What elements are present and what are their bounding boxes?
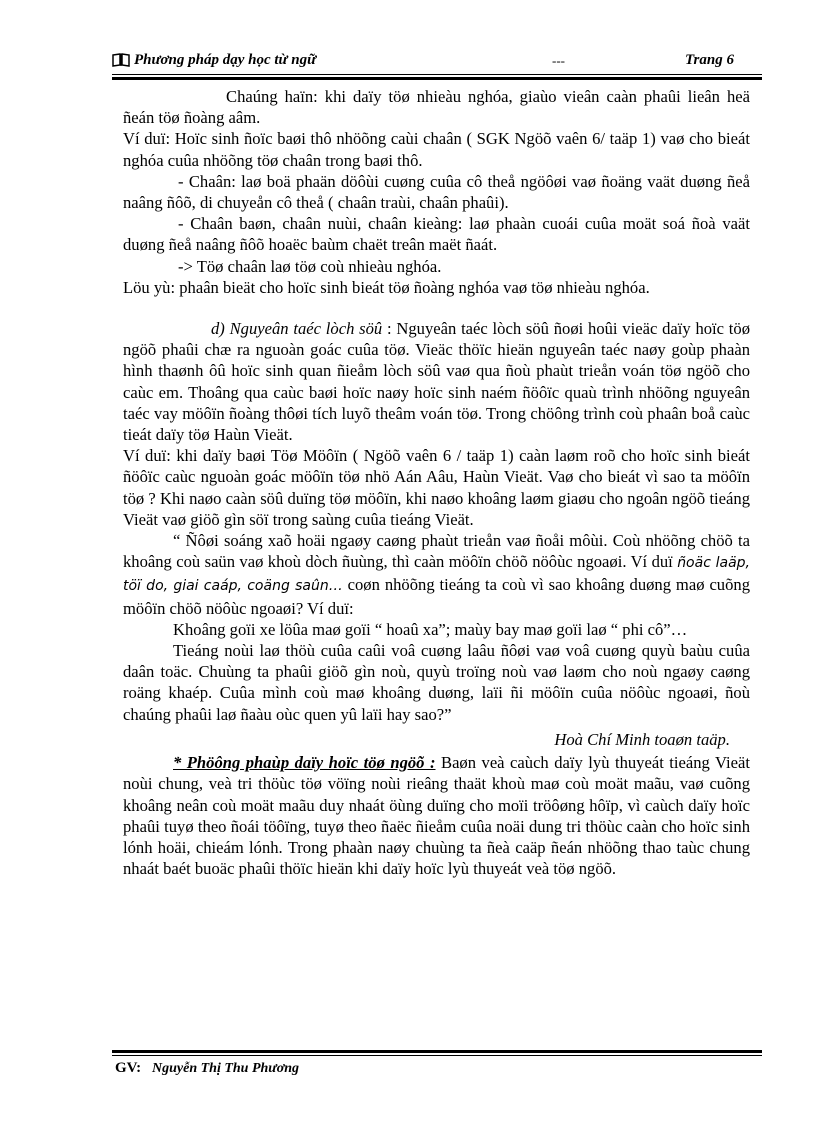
header-rule-thick bbox=[112, 77, 762, 80]
section-heading: * Phöông phaùp daïy hoïc töø ngöõ : bbox=[173, 753, 436, 773]
header-page-number: Trang 6 bbox=[684, 52, 734, 68]
page-header bbox=[112, 48, 762, 74]
paragraph: - Chaân baøn, chaân nuùi, chaân kieàng: laø phaàn cuoái cuûa moät soá ñoà vaät duøng ñeå naâng ñôõ hoaëc baùm chaët treân maët ñaát. bbox=[123, 214, 750, 255]
section-heading: d) Nguyeân taéc lòch söû bbox=[211, 319, 383, 339]
paragraph: - Chaân: laø boä phaän döôùi cuøng cuûa cô theå ngöôøi vaø ñoäng vaät duøng ñeå naâng ñôõ, di chuyeån cô theå ( chaân traùi, chaân phaûi). bbox=[123, 171, 750, 213]
open-book-icon bbox=[112, 53, 130, 67]
paragraph: Ví duï: Hoïc sinh ñoïc baøi thô nhöõng caùi chaân ( SGK Ngöõ vaên 6/ taäp 1) vaø cho bieát nghóa cuûa nhöõng töø chaân trong baøi thô. bbox=[123, 129, 750, 170]
paragraph: Tieáng noùi laø thöù cuûa caûi voâ cuøng laâu ñôøi vaø voâ cuøng quyù baùu cuûa daân toäc. Chuùng ta phaûi giöõ gìn noù, quyù troïng noù vaø laøm cho noù ngaøy caøng roäng khaép. Cuûa mình coù maø khoâng duøng, laïi ñi möôïn cuûa nöôùc ngoaøi, ñoù chaúng phaûi laø ñaàu oùc quen yû laïi hay sao?” bbox=[123, 641, 750, 724]
paragraph: Khoâng goïi xe löûa maø goïi “ hoaû xa”; maùy bay maø goïi laø “ phi cô”… bbox=[173, 619, 688, 639]
header-title: Phương pháp dạy học từ ngữ bbox=[134, 52, 317, 68]
paragraph: “ Ñôøi soáng xaõ hoäi ngaøy caøng phaùt trieån vaø ñoåi môùi. Coù nhöõng chöõ ta khoâng coù saün vaø khoù dòch ñuùng, thì caàn möôïn chöõ nöôùc ngoaøi. Ví duï ñoäc laäp, töï do, giai caáp, coäng saûn… coøn nhöõng tieáng ta coù vì sao khoâng duøng maø cuõng möôïn chöõ nöôùc ngoaøi? Ví duï: bbox=[123, 531, 750, 618]
document-body bbox=[123, 86, 750, 879]
paragraph: -> Töø chaân laø töø coù nhieàu nghóa. bbox=[178, 256, 442, 276]
footer-rule-thick bbox=[112, 1050, 762, 1053]
quote-signature: Hoà Chí Minh toaøn taäp. bbox=[554, 729, 730, 749]
paragraph: Löu yù: phaân bieät cho hoïc sinh bieát töø ñoàng nghóa vaø töø nhieàu nghóa. bbox=[123, 277, 650, 297]
footer-label: GV: bbox=[115, 1060, 142, 1076]
paragraph: d) Nguyeân taéc lòch söû : Nguyeân taéc lòch söû ñoøi hoûi vieäc daïy hoïc töø ngöõ phaûi chæ ra nguoàn goác cuûa töø. Vieäc thöïc hieän nguyeân taéc naøy goùp phaàn hình thaønh ôû hoïc sinh quan ñieåm lòch söû vaø qua ñoù phaùt trieån voán töø ngöõ cho caùc em. Thoâng qua caùc baøi hoïc naøy hoïc sinh naém ñöôïc quaù trình nhöõng nguyeân taéc vay möôïn ñoàng thôøi tích luyõ theâm voán töø. Trong chöông trình coù phaân boå caùc tieát daïy töø Haùn Vieät. bbox=[123, 319, 751, 445]
paragraph: Chaúng haïn: khi daïy töø nhieàu nghóa, giaùo vieân caàn phaûi lieân heä ñeán töø ñoàng aâm. bbox=[123, 87, 750, 128]
header-rule-thin bbox=[112, 74, 762, 75]
page-footer bbox=[112, 1059, 762, 1081]
example-words: ñoäc laäp, töï do, giai caáp, coäng saûn… bbox=[123, 555, 750, 595]
paragraph: Ví duï: khi daïy baøi Töø Möôïn ( Ngöõ vaên 6 / taäp 1) caàn laøm roõ cho hoïc sinh bieát ñöôïc caùc nguoàn goác möôïn töø nhö Aán Aâu, Haùn Vieät. Vaø cho bieát vì sao ta möôïn töø ? Khi naøo caàn söû duïng töø möôïn, khi naøo khoâng laøm giaøu cho ngoân ngöõ tieáng Vieät vaø giöõ gìn söï trong saùng cuûa tieáng Vieät. bbox=[123, 446, 750, 529]
paragraph: * Phöông phaùp daïy hoïc töø ngöõ : Baøn veà caùch daïy lyù thuyeát tieáng Vieät noùi chung, veà tri thöùc töø vöïng noùi rieâng thaät khoù maø coù moät maãu, vaø cuõng khoâng neân coù moät maãu duy nhaát öùng duïng cho moïi tröôøng hôïp, vì caùch daïy hoïc phaûi tuyø theo ñoái töôïng, tuyø theo ñaëc ñieåm cuûa noäi dung tri thöùc caàn cho hoïc sinh lónh hoäi, chieám lónh. Trong phaàn naøy chuùng ta ñeà caäp ñeán nhöõng thao taùc chung nhaát baét buoäc phaûi thöïc hieän khi daïy hoïc lyù thuyeát veà töø ngöõ. bbox=[123, 753, 750, 879]
footer-rule-thin bbox=[112, 1055, 762, 1056]
header-separator: --- bbox=[552, 53, 565, 68]
teacher-name: Nguyễn Thị Thu Phương bbox=[152, 1061, 299, 1076]
